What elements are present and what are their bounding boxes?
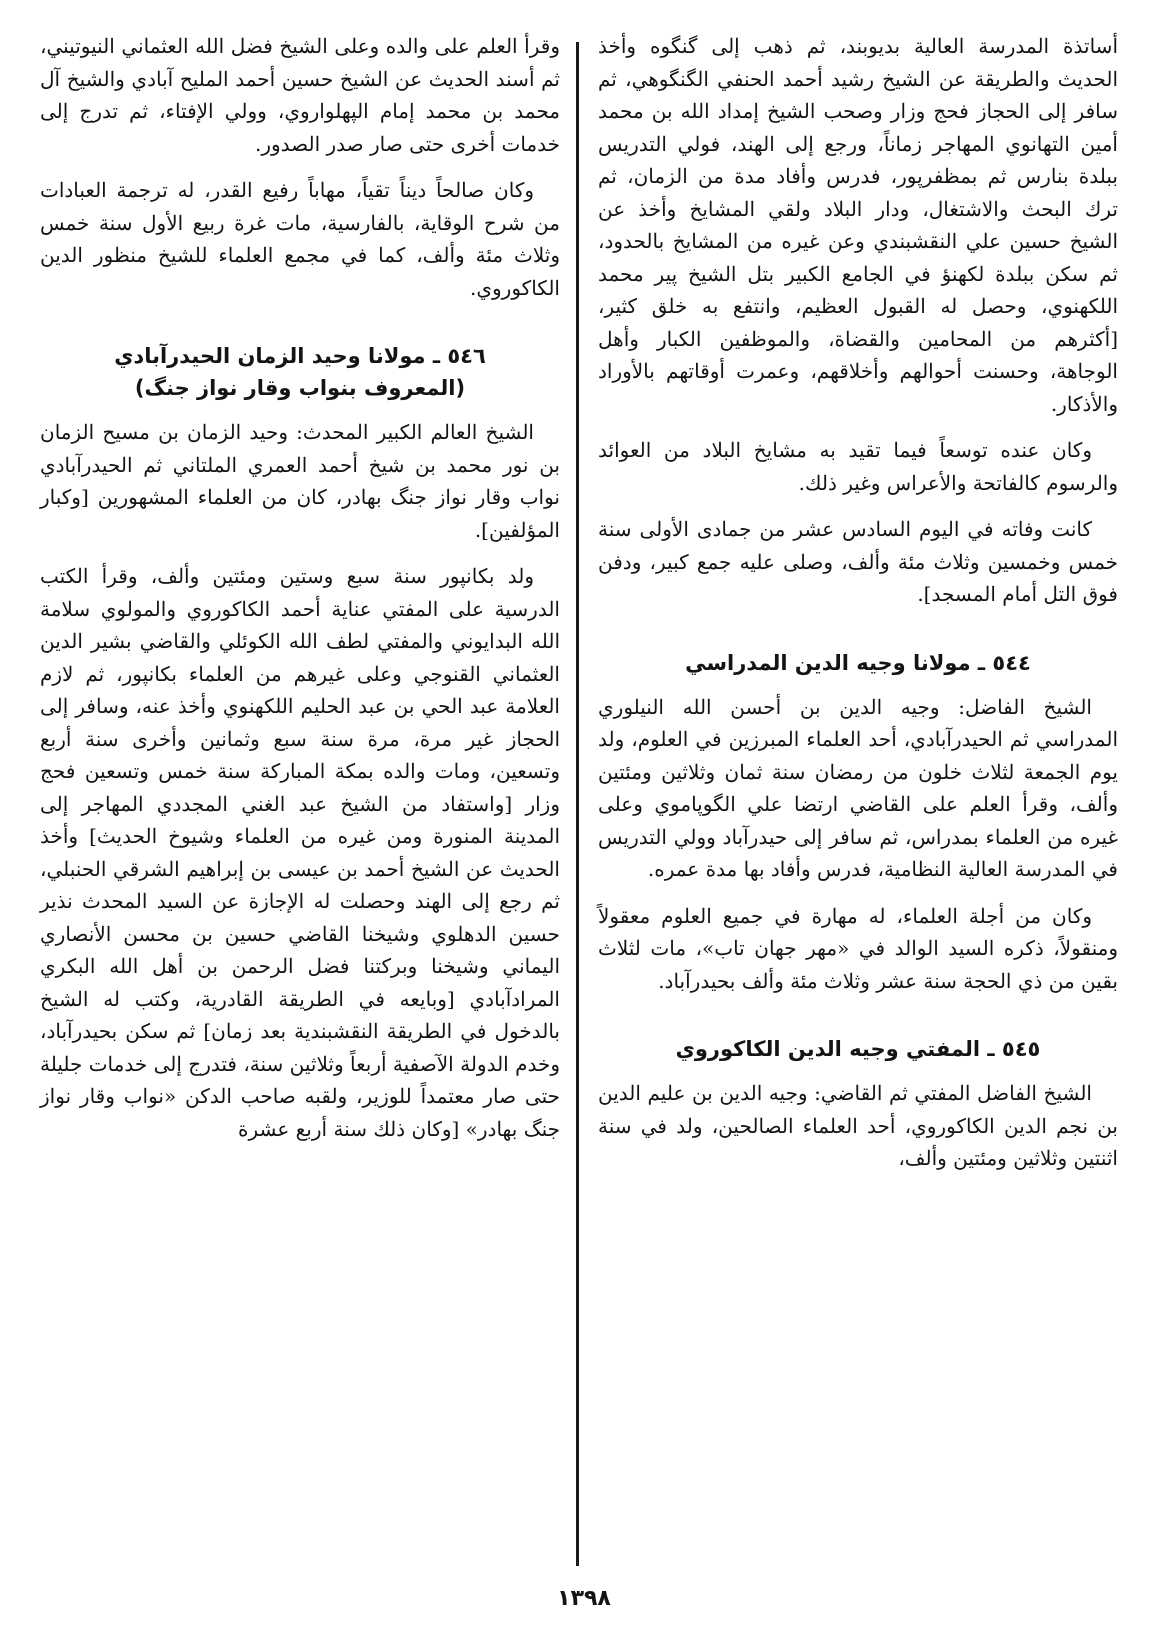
left-column [40,30,560,1159]
paragraph: وقرأ العلم على والده وعلى الشيخ فضل الله العثماني النيوتيني، ثم أسند الحديث عن الشيخ حسين أحمد المليح آبادي والشيخ آل محمد بن محمد إمام الپهلواروي، وولي الإفتاء، ثم تدرج إلى خدمات أخرى حتى صار صدر الصدور. [40,34,560,156]
entry-heading-546 [40,340,560,404]
paragraph: وكان عنده توسعاً فيما تقيد به مشايخ البلاد من العوائد والرسوم كالفاتحة والأعراس وغير ذلك. [598,438,1118,495]
page-number: ١٣٩٨ [557,1586,611,1611]
entry-heading-544: ٥٤٤ ـ مولانا وجيه الدين المدراسي [685,650,1031,675]
right-column [598,30,1118,1189]
entry-heading-545: ٥٤٥ ـ المفتي وجيه الدين الكاكوروي [675,1037,1041,1061]
paragraph: وكان صالحاً ديناً تقياً، مهاباً رفيع القدر، له ترجمة العبادات من شرح الوقاية، بالفارسية، مات غرة ربيع الأول سنة خمس وثلاث مئة وألف، كما في مجمع العلماء للشيخ منظور الدين الكاكوروي. [40,178,560,300]
entry-heading-546-line2: (المعروف بنواب وقار نواز جنگ) [134,376,466,400]
entry-heading-546-line1: ٥٤٦ ـ مولانا وحيد الزمان الحيدرآبادي [114,344,486,368]
paragraph: كانت وفاته في اليوم السادس عشر من جمادى الأولى سنة خمس وخمسين وثلاث مئة وألف، وصلى عليه جمع كبير، ودفن فوق التل أمام المسجد]. [598,517,1118,606]
paragraph: الشيخ الفاضل المفتي ثم القاضي: وجيه الدين بن عليم الدين بن نجم الدين الكاكوروي، أحد العلماء الصالحين، ولد في سنة اثنتين وثلاثين ومئتين وألف، [598,1081,1118,1170]
paragraph: وكان من أجلة العلماء، له مهارة في جميع العلوم معقولاً ومنقولاً، ذكره السيد الوالد في «مهر جهان تاب»، مات لثلاث بقين من ذي الحجة سنة عشر وثلاث مئة وألف بحيدرآباد. [598,903,1118,993]
paragraph: الشيخ الفاضل: وجيه الدين بن أحسن الله النيلوري المدراسي ثم الحيدرآبادي، أحد العلماء المبرزين في العلوم، ولد يوم الجمعة لثلاث خلون من رمضان سنة ثمان وثلاثين ومئتين وألف، وقرأ العلم على القاضي ارتضا علي الگوپاموي وعلى غيره من العلماء بمدراس، ثم سافر إلى حيدرآباد وولي التدريس في المدرسة العالية النظامية، فدرس وأفاد بها مدة عمره. [598,694,1118,881]
paragraph: الشيخ العالم الكبير المحدث: وحيد الزمان بن مسيح الزمان بن نور محمد بن شيخ أحمد العمري الملتاني ثم الحيدرآبادي نواب وقار نواز جنگ بهادر، كان من العلماء المشهورين [وكبار المؤلفين]. [40,420,560,542]
paragraph: ولد بكانپور سنة سبع وستين ومئتين وألف، وقرأ الكتب الدرسية على المفتي عناية أحمد الكاكوروي والمولوي سلامة الله البدايوني والمفتي لطف الله الكوئلي والقاضي بشير الدين العثماني القنوجي وعلى غيرهم من العلماء بكانپور، ثم لازم العلامة عبد الحي بن عبد الحليم اللكهنوي وأخذ عنه، وسافر إلى الحجاز غير مرة، مرة سنة سبع وثمانين وأخرى سنة أربع وتسعين، ومات والده بمكة المباركة سنة خمس وتسعين فحج وزار [واستفاد من الشيخ عبد الغني المجددي المهاجر إلى المدينة المنورة ومن غيره من العلماء وشيوخ الحديث] وأخذ الحديث عن الشيخ أحمد بن عيسى بن إبراهيم الشرقي الحنبلي، ثم رجع إلى الهند وحصلت له الإجازة عن السيد المحدث نذير حسين الدهلوي وشيخنا القاضي حسين بن محسن الأنصاري اليماني وشيخنا وبركتنا فضل الرحمن بن أهل الله البكري المرادآبادي [وبايعه في الطريقة القادرية، وكتب له الشيخ بالدخول في الطريقة النقشبندية بعد زمان] ثم سكن بحيدرآباد، وخدم الدولة الآصفية أربعاً وثلاثين سنة، فتدرج إلى خدمات جليلة حتى صار معتمداً للوزير، ولقبه صاحب الدكن «نواب وقار نواز جنگ بهادر» [وكان ذلك سنة أربع عشرة [40,564,560,1141]
column-divider [576,42,579,1566]
paragraph: أساتذة المدرسة العالية بديوبند، ثم ذهب إلى گنگوه وأخذ الحديث والطريقة عن الشيخ رشيد أحمد الحنفي الگنگوهي، ثم سافر إلى الحجاز فحج وزار وصحب الشيخ إمداد الله بن محمد أمين التهانوي المهاجر زماناً، ورجع إلى الهند، فولي التدريس ببلدة بنارس ثم بمظفرپور، فدرس وأفاد مدة من الزمان، ثم ترك البحث والاشتغال، ودار البلاد ولقي المشايخ وأخذ عن الشيخ حسين علي النقشبندي وعن غيره من المشايخ بالحدود، ثم سكن ببلدة لكهنؤ في الجامع الكبير بتل الشيخ پير محمد اللكهنوي، وحصل له القبول العظيم، وانتفع به خلق كثير، [أكثرهم من المحامين والقضاة، والموظفين الكبار وأهل الوجاهة، وحسنت أحوالهم وأخلاقهم، وعمرت أوقاتهم بالأوراد والأذكار. [598,34,1118,416]
